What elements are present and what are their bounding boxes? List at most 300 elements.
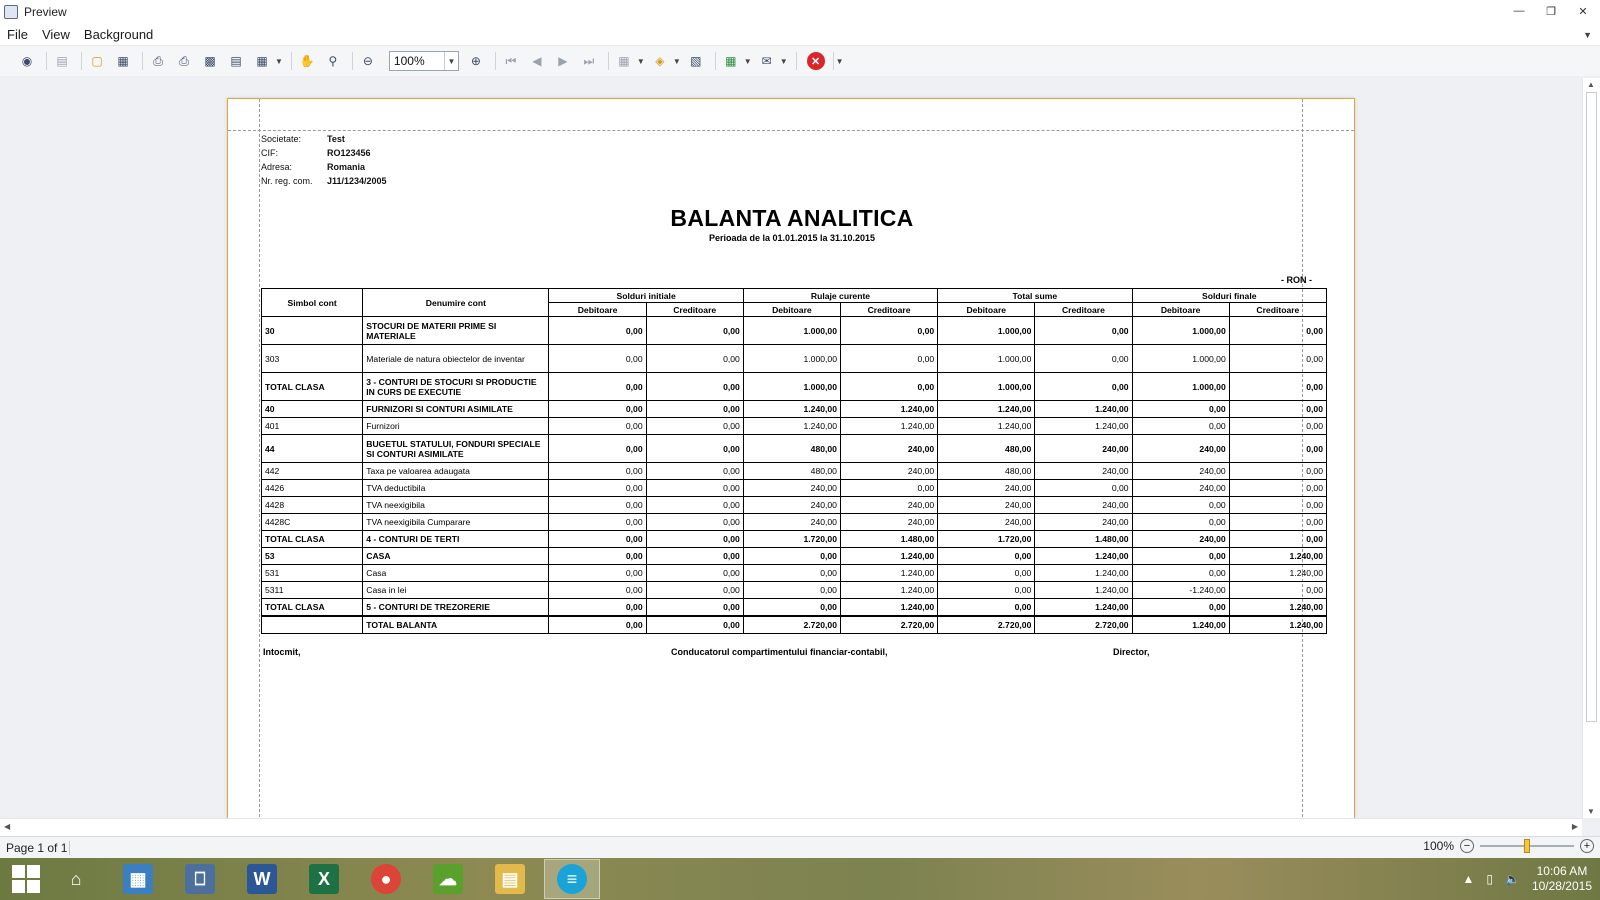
- scroll-down-icon[interactable]: ▼: [1587, 807, 1595, 816]
- cell-symbol: 5311: [262, 582, 363, 599]
- volume-icon[interactable]: 🔈: [1504, 872, 1520, 886]
- table-row: [262, 497, 1327, 514]
- table-body: [262, 317, 1327, 634]
- cell-amount: 480,00: [743, 463, 840, 480]
- cell-amount: 240,00: [840, 514, 937, 531]
- cell-amount: 0,00: [646, 317, 743, 345]
- cell-amount: 1.720,00: [938, 531, 1035, 548]
- cell-amount: 0,00: [646, 497, 743, 514]
- export-icon[interactable]: ▦: [725, 54, 737, 68]
- table-row: [262, 435, 1327, 463]
- cell-symbol: 4428: [262, 497, 363, 514]
- cell-symbol: 44: [262, 435, 363, 463]
- cell-amount: 1.720,00: [743, 531, 840, 548]
- computer-icon[interactable]: ⎕: [172, 859, 228, 899]
- scroll-right-icon[interactable]: ▶: [1571, 822, 1578, 831]
- cell-amount: 0,00: [549, 548, 646, 565]
- cell-amount: 0,00: [1229, 497, 1326, 514]
- vertical-scrollbar[interactable]: [1582, 78, 1600, 818]
- cell-amount: 0,00: [743, 599, 840, 616]
- horizontal-scrollbar[interactable]: [0, 818, 1582, 836]
- cell-amount: 0,00: [549, 531, 646, 548]
- window-controls: [1510, 2, 1592, 20]
- toolbar-separator: [291, 52, 292, 70]
- cell-amount: 1.240,00: [840, 548, 937, 565]
- page-indicator: Page 1 of 1: [0, 841, 70, 855]
- title-bar: [0, 0, 1600, 24]
- cell-amount: 240,00: [938, 480, 1035, 497]
- control-panel-icon[interactable]: ▦: [110, 859, 166, 899]
- home-icon[interactable]: ⌂: [70, 868, 82, 889]
- hand-tool-icon[interactable]: ✋: [299, 54, 315, 68]
- status-bar: [0, 836, 1600, 858]
- cell-amount: 0,00: [938, 599, 1035, 616]
- vertical-scroll-thumb[interactable]: [1586, 92, 1597, 722]
- toolbar-separator: [352, 52, 353, 70]
- document-viewer[interactable]: [0, 78, 1582, 818]
- toolbar-separator: [833, 52, 834, 70]
- save-icon[interactable]: ▦: [117, 54, 129, 68]
- cell-amount: 0,00: [549, 582, 646, 599]
- cell-amount: 0,00: [549, 565, 646, 582]
- toolbar-separator: [715, 52, 716, 70]
- scroll-up-icon[interactable]: ▲: [1587, 80, 1595, 89]
- cell-amount: 0,00: [549, 317, 646, 345]
- last-page-icon[interactable]: ⏭: [583, 53, 595, 68]
- cell-amount: 1.240,00: [840, 401, 937, 418]
- scale-dropdown-icon[interactable]: ▼: [275, 56, 283, 66]
- header-credit: Creditoare: [646, 303, 743, 317]
- cell-amount: 240,00: [938, 514, 1035, 531]
- cell-amount: 1.000,00: [1132, 373, 1229, 401]
- total-amount: 2.720,00: [1035, 616, 1132, 634]
- cell-name: Taxa pe valoarea adaugata: [363, 463, 549, 480]
- cell-amount: 240,00: [743, 514, 840, 531]
- table-row: [262, 548, 1327, 565]
- total-amount: 1.240,00: [1132, 616, 1229, 634]
- header-credit: Creditoare: [840, 303, 937, 317]
- menu-background[interactable]: Background: [83, 27, 154, 42]
- header-group: Rulaje curente: [743, 289, 937, 303]
- cell-amount: 0,00: [1229, 418, 1326, 435]
- cell-amount: 0,00: [549, 480, 646, 497]
- excel-icon[interactable]: X: [296, 859, 352, 899]
- cell-amount: 0,00: [938, 548, 1035, 565]
- company-row: [261, 146, 387, 160]
- cell-symbol: TOTAL CLASA: [262, 531, 363, 548]
- cell-amount: 0,00: [646, 565, 743, 582]
- header-debit: Debitoare: [549, 303, 646, 317]
- total-amount: 2.720,00: [938, 616, 1035, 634]
- header-group: Solduri finale: [1132, 289, 1326, 303]
- cell-amount: 0,00: [1229, 373, 1326, 401]
- cell-amount: 1.240,00: [1229, 548, 1326, 565]
- watermark-icon[interactable]: ▧: [690, 54, 702, 68]
- next-page-icon[interactable]: ▶: [558, 54, 568, 68]
- cell-amount: 240,00: [1132, 463, 1229, 480]
- cell-amount: 240,00: [1132, 480, 1229, 497]
- table-row: [262, 463, 1327, 480]
- cell-name: 4 - CONTURI DE TERTI: [363, 531, 549, 548]
- cell-amount: 240,00: [1132, 435, 1229, 463]
- header-debit: Debitoare: [938, 303, 1035, 317]
- cell-amount: 1.240,00: [1035, 582, 1132, 599]
- cell-amount: 0,00: [1132, 514, 1229, 531]
- header-name: Denumire cont: [363, 289, 549, 317]
- cell-amount: 240,00: [840, 463, 937, 480]
- toolbar-separator: [142, 52, 143, 70]
- signature-head: Conducatorul compartimentului financiar-contabil,: [671, 647, 888, 657]
- cell-amount: 1.240,00: [938, 401, 1035, 418]
- cell-amount: 0,00: [743, 548, 840, 565]
- cell-symbol: 40: [262, 401, 363, 418]
- header-group: Total sume: [938, 289, 1132, 303]
- cell-amount: 0,00: [646, 548, 743, 565]
- cell-name: CASA: [363, 548, 549, 565]
- table-row: [262, 317, 1327, 345]
- cell-amount: 0,00: [549, 599, 646, 616]
- company-row: [261, 132, 387, 146]
- menu-file[interactable]: File: [7, 27, 28, 42]
- word-icon[interactable]: W: [234, 859, 290, 899]
- cell-amount: 480,00: [743, 435, 840, 463]
- cell-amount: 240,00: [840, 497, 937, 514]
- cell-name: 3 - CONTURI DE STOCURI SI PRODUCTIE IN CURS DE EXECUTIE: [363, 373, 549, 401]
- cell-amount: 0,00: [1132, 548, 1229, 565]
- cell-name: STOCURI DE MATERII PRIME SI MATERIALE: [363, 317, 549, 345]
- company-label: Societate:: [261, 134, 302, 144]
- cell-amount: 1.240,00: [1035, 599, 1132, 616]
- header-credit: Creditoare: [1229, 303, 1326, 317]
- cell-amount: 1.240,00: [938, 418, 1035, 435]
- zoom-value[interactable]: 100%: [393, 54, 425, 68]
- minimize-button[interactable]: —: [1513, 5, 1525, 17]
- cell-amount: 0,00: [646, 599, 743, 616]
- zoom-plus-icon[interactable]: +: [1580, 839, 1594, 853]
- cell-amount: 0,00: [646, 345, 743, 373]
- cell-amount: 0,00: [1132, 401, 1229, 418]
- cell-amount: 1.240,00: [1229, 565, 1326, 582]
- cloud-app-icon[interactable]: ☁: [420, 859, 476, 899]
- page-color-dropdown-icon[interactable]: ▼: [672, 56, 681, 66]
- menu-view[interactable]: View: [41, 27, 70, 42]
- balance-table: [261, 288, 1327, 634]
- total-label: TOTAL BALANTA: [363, 616, 549, 634]
- cell-amount: 0,00: [1229, 582, 1326, 599]
- cell-amount: 0,00: [646, 582, 743, 599]
- cell-amount: 0,00: [549, 373, 646, 401]
- quick-print-icon[interactable]: ⎙: [179, 53, 189, 68]
- cell-symbol: TOTAL CLASA: [262, 373, 363, 401]
- menu-bar: [0, 24, 1600, 46]
- chrome-icon[interactable]: ●: [358, 859, 414, 899]
- table-row: [262, 599, 1327, 616]
- toolbar-separator: [796, 52, 797, 70]
- header-debit: Debitoare: [1132, 303, 1229, 317]
- cell-amount: 0,00: [1132, 497, 1229, 514]
- magnifier-icon[interactable]: ⚲: [328, 54, 338, 68]
- cell-amount: 0,00: [646, 531, 743, 548]
- cell-amount: 1.000,00: [743, 317, 840, 345]
- multiple-pages-icon[interactable]: ▦: [618, 54, 630, 68]
- header-credit: Creditoare: [1035, 303, 1132, 317]
- cell-name: TVA neexigibila Cumparare: [363, 514, 549, 531]
- scale-icon[interactable]: ▦: [256, 54, 268, 68]
- cell-amount: 0,00: [1035, 345, 1132, 373]
- cell-amount: 0,00: [1229, 317, 1326, 345]
- cell-symbol: 4426: [262, 480, 363, 497]
- cell-amount: 1.000,00: [743, 345, 840, 373]
- cell-amount: 240,00: [743, 497, 840, 514]
- cell-amount: 0,00: [549, 463, 646, 480]
- cell-symbol: 30: [262, 317, 363, 345]
- multiple-pages-dropdown-icon[interactable]: ▼: [636, 56, 645, 66]
- cell-amount: 1.240,00: [743, 418, 840, 435]
- cell-amount: 0,00: [840, 480, 937, 497]
- table-row: [262, 531, 1327, 548]
- zoom-dropdown-icon[interactable]: ▼: [444, 52, 458, 70]
- cell-symbol: 4428C: [262, 514, 363, 531]
- toolbar-options-dropdown-icon[interactable]: ▼: [835, 56, 844, 66]
- cell-amount: 240,00: [840, 435, 937, 463]
- cell-amount: 0,00: [549, 435, 646, 463]
- table-row: [262, 373, 1327, 401]
- cell-amount: 0,00: [646, 435, 743, 463]
- table-header-row: [262, 289, 1327, 303]
- header-footer-icon[interactable]: ▤: [230, 54, 242, 68]
- toolbar-separator: [608, 52, 609, 70]
- cell-amount: 1.000,00: [1132, 317, 1229, 345]
- signature-director: Director,: [1113, 647, 1150, 657]
- zoom-out-icon[interactable]: ⊖: [362, 54, 373, 68]
- cell-name: 5 - CONTURI DE TREZORERIE: [363, 599, 549, 616]
- cell-amount: 0,00: [840, 345, 937, 373]
- close-button[interactable]: ✕: [1578, 5, 1588, 18]
- cell-amount: 0,00: [1229, 401, 1326, 418]
- print-dialog-icon[interactable]: ⎙: [153, 53, 163, 68]
- zoom-slider[interactable]: [1480, 845, 1574, 847]
- file-explorer-icon[interactable]: ▤: [482, 859, 538, 899]
- cell-amount: 1.480,00: [1035, 531, 1132, 548]
- cell-symbol: 401: [262, 418, 363, 435]
- cell-amount: 1.000,00: [938, 373, 1035, 401]
- ribbon-collapse-caret-icon[interactable]: ▼: [1583, 30, 1592, 40]
- cell-amount: 0,00: [840, 317, 937, 345]
- cell-amount: 240,00: [1035, 463, 1132, 480]
- company-value: RO123456: [327, 148, 371, 158]
- clock[interactable]: [1532, 864, 1592, 894]
- cell-amount: 1.240,00: [840, 565, 937, 582]
- cell-amount: 240,00: [1035, 497, 1132, 514]
- cell-amount: 0,00: [1229, 514, 1326, 531]
- email-icon[interactable]: ✉: [761, 54, 772, 68]
- cell-amount: 0,00: [549, 401, 646, 418]
- cell-amount: 0,00: [743, 582, 840, 599]
- cell-amount: 0,00: [1229, 480, 1326, 497]
- restore-button[interactable]: ❐: [1546, 5, 1556, 18]
- table-row: [262, 514, 1327, 531]
- cell-amount: 0,00: [646, 514, 743, 531]
- report-period: Perioada de la 01.01.2015 la 31.10.2015: [708, 233, 876, 243]
- cell-amount: 0,00: [1229, 435, 1326, 463]
- clock-date: 10/28/2015: [1531, 879, 1592, 893]
- toolbar-separator: [46, 52, 47, 70]
- cell-amount: 1.000,00: [938, 345, 1035, 373]
- table-row: [262, 401, 1327, 418]
- total-amount: 1.240,00: [1229, 616, 1326, 634]
- cell-amount: 0,00: [549, 418, 646, 435]
- company-label: CIF:: [261, 148, 278, 158]
- toolbar: [0, 46, 1600, 76]
- table-row: [262, 480, 1327, 497]
- cell-amount: 1.240,00: [840, 582, 937, 599]
- total-amount: 0,00: [646, 616, 743, 634]
- preview-app-icon: [4, 5, 18, 19]
- cell-amount: 0,00: [646, 480, 743, 497]
- cell-amount: 240,00: [1035, 514, 1132, 531]
- company-label: Adresa:: [261, 162, 293, 172]
- cell-amount: 1.240,00: [840, 599, 937, 616]
- zoom-slider-thumb[interactable]: [1524, 839, 1530, 853]
- cell-amount: 0,00: [938, 565, 1035, 582]
- cell-name: Casa in lei: [363, 582, 549, 599]
- cell-amount: 0,00: [1035, 317, 1132, 345]
- cell-amount: 0,00: [1035, 373, 1132, 401]
- preview-app-icon[interactable]: ≡: [544, 859, 600, 899]
- cell-symbol: TOTAL CLASA: [262, 599, 363, 616]
- zoom-percentage: 100%: [1423, 839, 1454, 853]
- cell-name: BUGETUL STATULUI, FONDURI SPECIALE SI CONTURI ASIMILATE: [363, 435, 549, 463]
- total-amount: 2.720,00: [743, 616, 840, 634]
- cell-amount: 0,00: [646, 401, 743, 418]
- page-color-icon[interactable]: ◈: [655, 54, 665, 68]
- cell-amount: 1.240,00: [1035, 565, 1132, 582]
- cell-amount: 0,00: [549, 345, 646, 373]
- total-amount: 2.720,00: [840, 616, 937, 634]
- cell-name: Casa: [363, 565, 549, 582]
- zoom-in-icon[interactable]: ⊕: [470, 54, 481, 68]
- document-map-icon[interactable]: ▤: [56, 54, 68, 68]
- clock-time: 10:06 AM: [1536, 864, 1588, 878]
- cell-amount: 0,00: [646, 373, 743, 401]
- margin-guide-top: [228, 130, 1354, 131]
- cell-amount: 240,00: [1132, 531, 1229, 548]
- cell-amount: 0,00: [646, 418, 743, 435]
- cell-amount: 240,00: [743, 480, 840, 497]
- first-page-icon[interactable]: ⏮: [505, 53, 517, 68]
- cell-amount: 1.000,00: [743, 373, 840, 401]
- find-icon[interactable]: ◉: [21, 54, 33, 68]
- cell-amount: 1.240,00: [1035, 401, 1132, 418]
- cell-amount: 0,00: [549, 514, 646, 531]
- cell-name: Furnizori: [363, 418, 549, 435]
- table-row: [262, 565, 1327, 582]
- cell-amount: 0,00: [1132, 565, 1229, 582]
- zoom-combobox[interactable]: [389, 51, 459, 71]
- previous-page-icon[interactable]: ◀: [532, 54, 542, 68]
- cell-amount: 1.000,00: [1132, 345, 1229, 373]
- open-icon[interactable]: ▢: [91, 54, 103, 68]
- close-preview-icon[interactable]: ✕: [807, 52, 825, 70]
- cell-name: TVA neexigibila: [363, 497, 549, 514]
- cell-amount: 0,00: [1132, 418, 1229, 435]
- cell-symbol: 531: [262, 565, 363, 582]
- table-row: [262, 582, 1327, 599]
- currency-label: - RON -: [1281, 275, 1312, 285]
- toolbar-separator: [495, 52, 496, 70]
- cell-symbol: 442: [262, 463, 363, 480]
- cell-amount: 0,00: [938, 582, 1035, 599]
- show-hidden-icons-icon[interactable]: ▲: [1462, 872, 1475, 886]
- window-title: Preview: [24, 5, 67, 19]
- network-icon[interactable]: ▯: [1486, 872, 1493, 886]
- signature-prepared: Intocmit,: [263, 647, 301, 657]
- export-dropdown-icon[interactable]: ▼: [743, 56, 752, 66]
- email-dropdown-icon[interactable]: ▼: [779, 56, 788, 66]
- header-group: Solduri initiale: [549, 289, 743, 303]
- header-debit: Debitoare: [743, 303, 840, 317]
- total-amount: 0,00: [549, 616, 646, 634]
- cell-amount: 240,00: [938, 497, 1035, 514]
- cell-amount: 1.240,00: [1035, 548, 1132, 565]
- company-value: Test: [327, 134, 345, 144]
- cell-name: Materiale de natura obiectelor de inventar: [363, 345, 549, 373]
- report-title: BALANTA ANALITICA: [670, 205, 914, 231]
- taskbar: [0, 858, 1600, 900]
- header-symbol: Simbol cont: [262, 289, 363, 317]
- cell-amount: 1.240,00: [1035, 418, 1132, 435]
- cell-name: TVA deductibila: [363, 480, 549, 497]
- cell-amount: 0,00: [1229, 463, 1326, 480]
- cell-amount: 1.000,00: [938, 317, 1035, 345]
- cell-amount: 0,00: [1035, 480, 1132, 497]
- cell-amount: 480,00: [938, 463, 1035, 480]
- cell-amount: 0,00: [646, 463, 743, 480]
- cell-amount: 0,00: [549, 497, 646, 514]
- cell-amount: -1.240,00: [1132, 582, 1229, 599]
- company-label: Nr. reg. com.: [261, 176, 313, 186]
- company-row: [261, 160, 387, 174]
- company-info: [261, 132, 387, 188]
- zoom-minus-icon[interactable]: −: [1460, 839, 1474, 853]
- cell-amount: 480,00: [938, 435, 1035, 463]
- scroll-left-icon[interactable]: ◀: [4, 822, 11, 831]
- table-row: [262, 418, 1327, 435]
- zoom-control: [1423, 839, 1594, 853]
- cell-name: FURNIZORI SI CONTURI ASIMILATE: [363, 401, 549, 418]
- cell-symbol: 53: [262, 548, 363, 565]
- cell-symbol: 303: [262, 345, 363, 373]
- report-page: [227, 98, 1355, 818]
- table-total-row: [262, 616, 1327, 634]
- cell-amount: 0,00: [1229, 345, 1326, 373]
- cell-amount: 0,00: [1229, 531, 1326, 548]
- table-row: [262, 345, 1327, 373]
- cell-amount: 1.240,00: [743, 401, 840, 418]
- cell-amount: 0,00: [743, 565, 840, 582]
- page-setup-icon[interactable]: ▩: [204, 54, 216, 68]
- cell-amount: 1.480,00: [840, 531, 937, 548]
- windows-start-icon[interactable]: [10, 863, 42, 895]
- cell-amount: 240,00: [1035, 435, 1132, 463]
- cell-amount: 1.240,00: [840, 418, 937, 435]
- company-row: [261, 174, 387, 188]
- cell-amount: 1.240,00: [1229, 599, 1326, 616]
- company-value: Romania: [327, 162, 366, 172]
- cell-symbol: [262, 616, 363, 634]
- cell-amount: 0,00: [840, 373, 937, 401]
- company-value: J11/1234/2005: [327, 176, 387, 186]
